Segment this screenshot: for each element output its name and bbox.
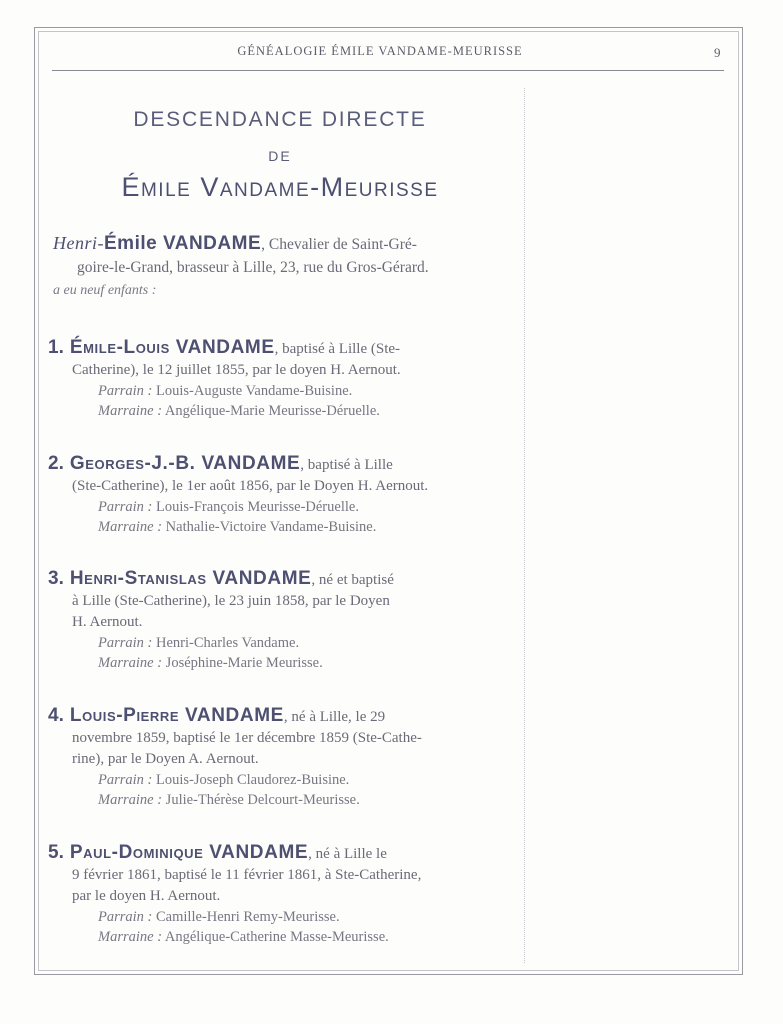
godfather-line [48,907,510,927]
entry-number: 3. [48,568,64,589]
godfather-name: Henri-Charles Vandame. [156,635,300,651]
godmother-label: Marraine : [98,519,163,535]
entry-text: , baptisé à Lille (Ste- [274,341,401,357]
header-rule [52,70,724,71]
entry-continuation: Catherine), le 12 juillet 1855, par le doyen H. Aernout. [72,362,401,378]
godmother-name: Julie-Thérèse Delcourt-Meurisse. [165,792,360,808]
godmother-name: Angélique-Catherine Masse-Meurisse. [164,929,389,945]
godmother-line [48,927,510,947]
entry-continuation: rine), par le Doyen A. Aernout. [72,751,259,767]
entry-continuation: à Lille (Ste-Catherine), le 23 juin 1858, par le Doyen [72,593,390,609]
entry-name: Georges-J.-B. VANDAME [69,453,301,474]
entry-name: Paul-Dominique VANDAME [69,842,309,863]
godmother-label: Marraine : [98,929,163,945]
entry-name: Henri-Stanislas VANDAME [69,568,312,589]
godmother-name: Angélique-Marie Meurisse-Déruelle. [164,403,380,419]
title-line-2: DE [268,148,292,164]
intro-text-1: , Chevalier de Saint-Gré- [261,236,417,253]
entry-number: 2. [48,453,64,474]
intro-surname: Émile VANDAME [104,233,262,254]
title-line-1: DESCENDANCE DIRECTE [133,108,427,131]
entry-2 [48,453,510,537]
entry-text: , né et baptisé [311,572,394,588]
entry-continuation: H. Aernout. [72,614,143,630]
godfather-name: Camille-Henri Remy-Meurisse. [156,909,340,925]
entry-name: Louis-Pierre VANDAME [69,705,284,726]
godmother-label: Marraine : [98,655,163,671]
godfather-line [48,633,510,653]
godfather-line [48,497,510,517]
entry-1 [48,337,510,421]
intro-paragraph [53,232,513,279]
entry-text: , baptisé à Lille [300,457,393,473]
intro-given-italic: Henri- [53,233,104,253]
godfather-label: Parrain : [98,635,153,651]
column-divider [524,88,526,963]
godfather-label: Parrain : [98,772,153,788]
godmother-label: Marraine : [98,403,163,419]
intro-text-2: goire-le-Grand, brasseur à Lille, 23, rue du Gros-Gérard. [77,259,429,276]
entry-number: 1. [48,337,64,358]
godfather-label: Parrain : [98,383,153,399]
godmother-line [48,653,510,673]
godmother-line [48,401,510,421]
entry-continuation: par le doyen H. Aernout. [72,888,221,904]
children-note: a eu neuf enfants : [53,283,157,298]
entry-continuation: (Ste-Catherine), le 1er août 1856, par le Doyen H. Aernout. [72,478,429,494]
godfather-line [48,381,510,401]
entry-3 [48,568,510,673]
godfather-line [48,770,510,790]
entry-continuation: novembre 1859, baptisé le 1er décembre 1859 (Ste-Cathe- [72,730,422,746]
godfather-name: Louis-François Meurisse-Déruelle. [156,499,359,515]
entry-number: 4. [48,705,64,726]
godfather-label: Parrain : [98,499,153,515]
godfather-name: Louis-Joseph Claudorez-Buisine. [156,772,350,788]
entry-text: , né à Lille, le 29 [283,709,386,725]
entry-text: , né à Lille le [308,846,387,862]
entry-5 [48,842,510,947]
entry-continuation: 9 février 1861, baptisé le 11 février 1861, à Ste-Catherine, [72,867,422,883]
intro-name [53,233,261,254]
godmother-name: Joséphine-Marie Meurisse. [165,655,323,671]
godfather-label: Parrain : [98,909,153,925]
entry-4 [48,705,510,810]
godfather-name: Louis-Auguste Vandame-Buisine. [156,383,353,399]
godmother-label: Marraine : [98,792,163,808]
entry-number: 5. [48,842,64,863]
title-line-3: Émile Vandame-Meurisse [121,172,439,202]
page-number: 9 [714,45,721,60]
godmother-line [48,790,510,810]
godmother-name: Nathalie-Victoire Vandame-Buisine. [165,519,377,535]
entry-name: Émile-Louis VANDAME [69,337,275,358]
running-title: GÉNÉALOGIE ÉMILE VANDAME-MEURISSE [237,44,523,58]
godmother-line [48,517,510,537]
